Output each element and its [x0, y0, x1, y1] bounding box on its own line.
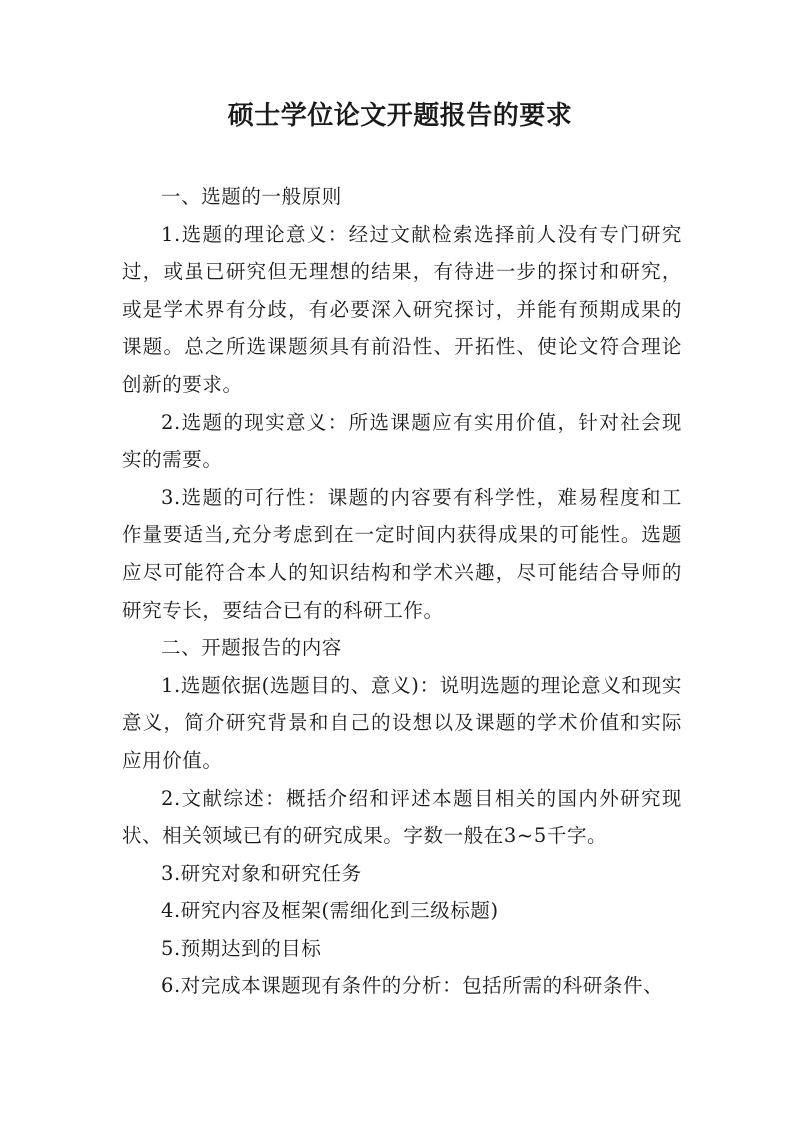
- list-item-expected-goals: 5.预期达到的目标: [161, 936, 322, 960]
- section-heading-1: 一、选题的一般原则: [161, 185, 342, 208]
- paragraph-practical-significance: 2.选题的现实意义：所选课题应有实用价值，针对社会现实的需要。: [122, 410, 682, 472]
- paragraph-theoretical-significance: 1.选题的理论意义：经过文献检索选择前人没有专门研究过，或虽已研究但无理想的结果，有待进一步的探讨和研究，或是学术界有分歧，有必要深入研究探讨，并能有预期成果的课题。总之所选课题须具有前沿性、开拓性、使论文符合理论创新的要求。: [122, 222, 682, 396]
- list-item-research-object: 3.研究对象和研究任务: [161, 861, 362, 885]
- paragraph-literature-review: 2.文献综述：概括介绍和评述本题目相关的国内外研究现状、相关领域已有的研究成果。字数一般在3~5千字。: [122, 786, 682, 848]
- document-body: [122, 178, 682, 1005]
- list-item-research-content: 4.研究内容及框架(需细化到三级标题): [161, 899, 499, 923]
- list-item-conditions-analysis: 6.对完成本课题现有条件的分析：包括所需的科研条件、: [161, 974, 664, 998]
- document-title: 硕士学位论文开题报告的要求: [227, 101, 573, 131]
- section-heading-2: 二、开题报告的内容: [161, 636, 342, 660]
- paragraph-topic-basis: 1.选题依据(选题目的、意义)：说明选题的理论意义和现实意义，简介研究背景和自己的设想以及课题的学术价值和实际应用价值。: [122, 673, 682, 772]
- paragraph-feasibility: 3.选题的可行性：课题的内容要有科学性，难易程度和工作量要适当,充分考虑到在一定时间内获得成果的可能性。选题应尽可能符合本人的知识结构和学术兴趣，尽可能结合导师的研究专长，要结合已有的科研工作。: [122, 485, 682, 622]
